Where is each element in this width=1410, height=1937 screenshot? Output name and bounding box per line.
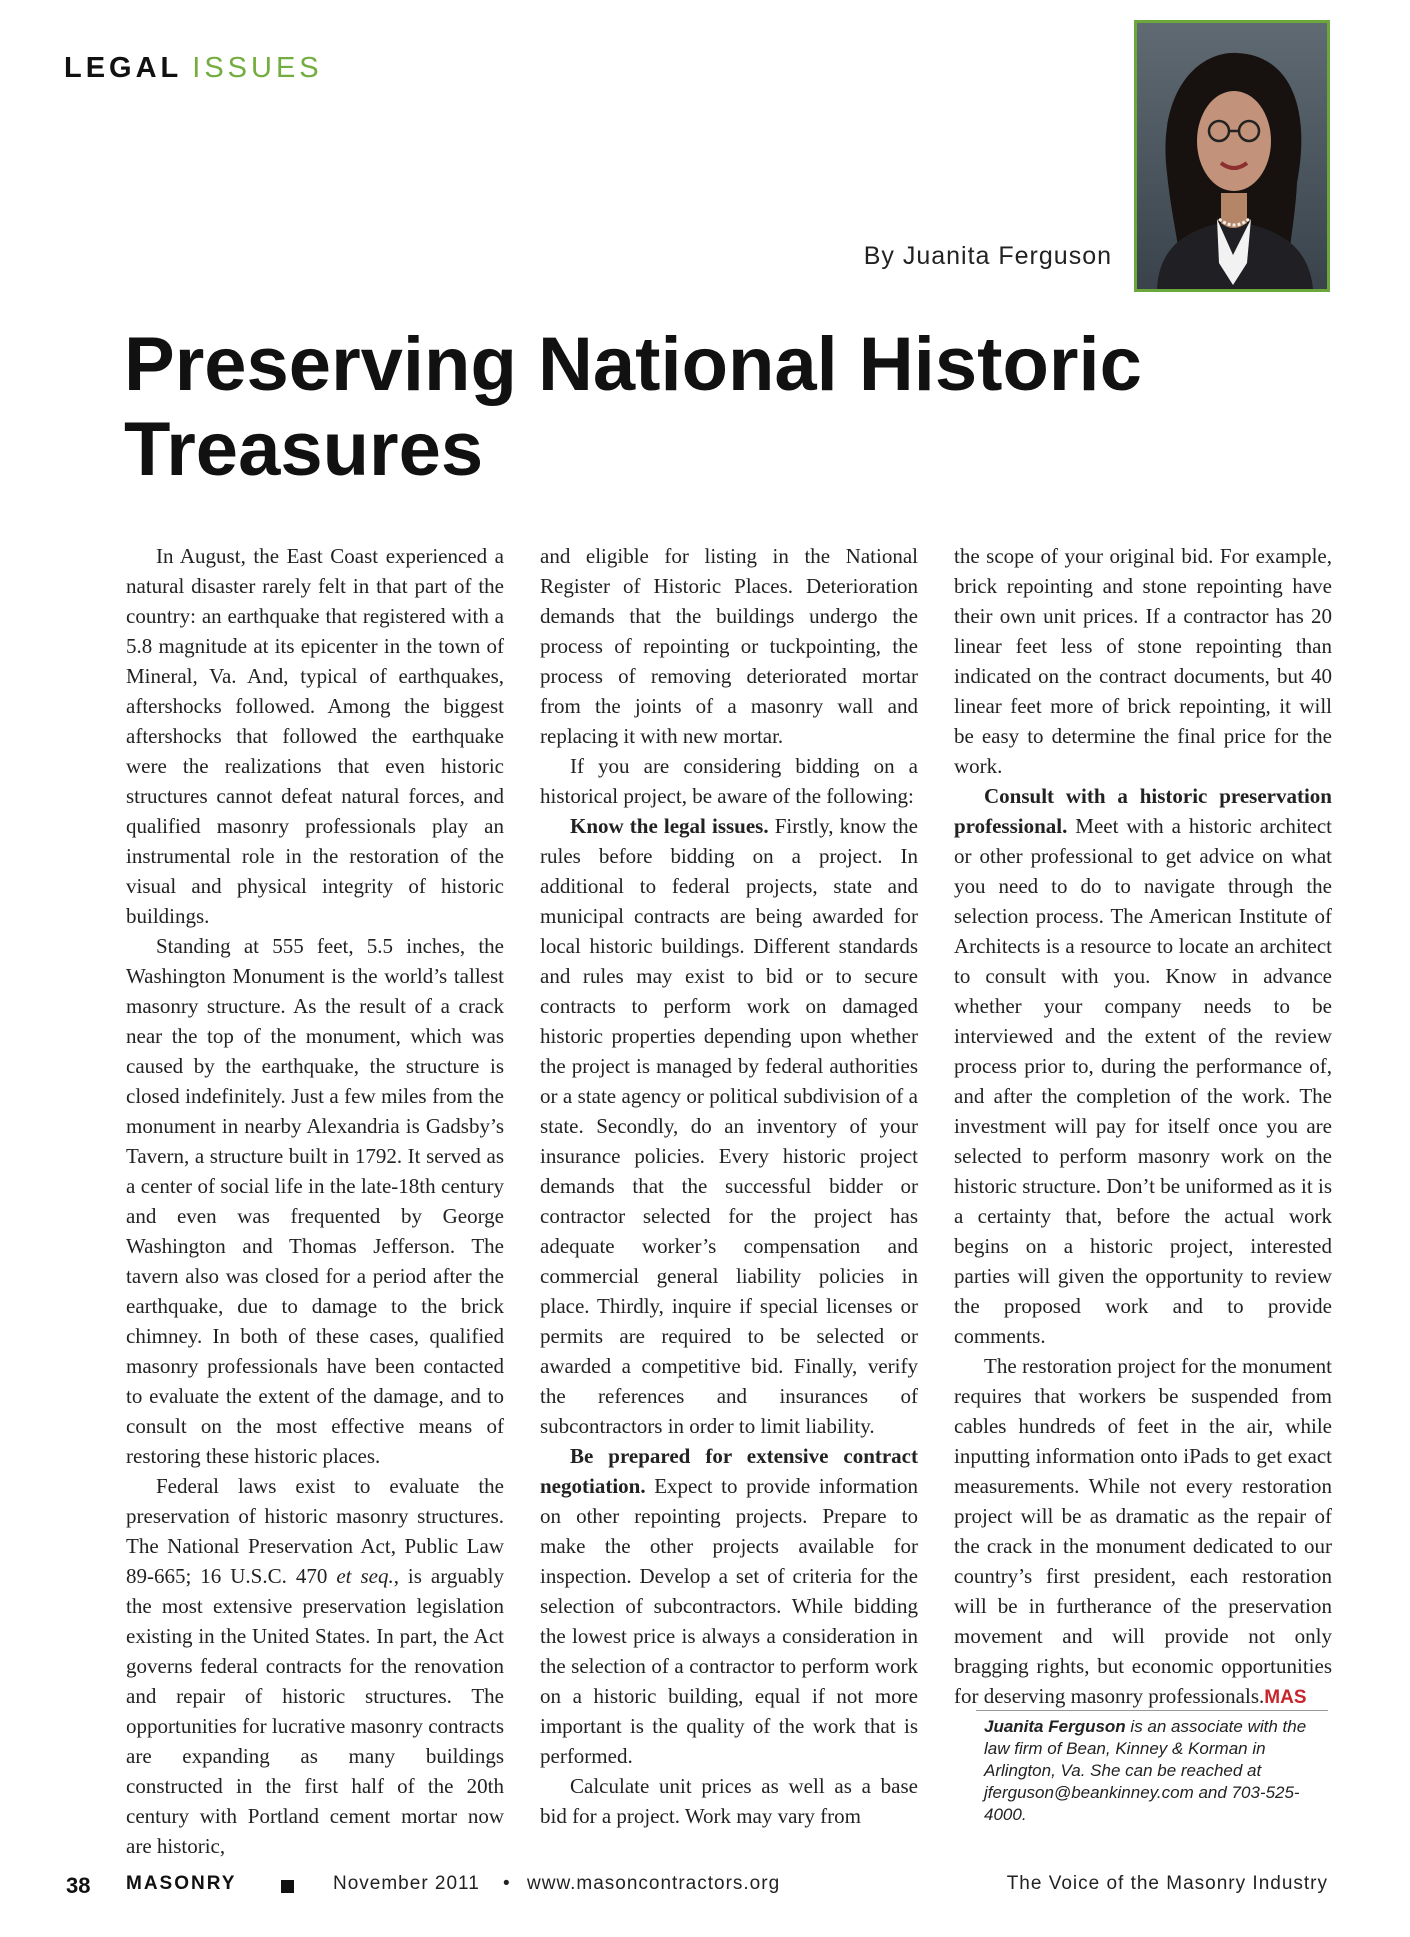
paragraph: Know the legal issues. Firstly, know the rules before bidding on a project. In additional to federal projects, state and municipal contracts are being awarded for local historic buildings. Different standards and rules may exist to bid or to secure contracts to perform work on damaged historic properties depending upon whether the project is managed by federal authorities or a state agency or political subdivision of a state. Secondly, do an inventory of your insurance policies. Every historic project demands that the successful bidder or contractor selected for the project has adequate worker’s compensation and commercial general liability policies in place. Thirdly, inquire if special licenses or permits are required to be selected or awarded a competitive bid. Finally, verify the references and insurances of subcontractors in order to limit liability.: [540, 814, 919, 1438]
paragraph: Be prepared for extensive contract negotiation. Expect to provide information on other repointing projects. Prepare to make the other projects available for inspection. Develop a set of criteria for the selection of subcontractors. While bidding the lowest price is always a consideration in the selection of a contractor to perform work on a historic building, equal if not more important is the quality of the work that is performed.: [540, 1444, 918, 1768]
end-mark: MAS: [1264, 1687, 1307, 1708]
footer-separator: •: [503, 1873, 510, 1894]
section-label-legal: LEGAL: [64, 52, 183, 84]
article-column-2: [540, 541, 918, 1831]
paragraph-lead: Consult with a historic preservation professional.: [954, 784, 1332, 838]
issue-date: November 2011: [333, 1873, 480, 1894]
article-column-3: [954, 541, 1332, 1713]
paragraph: If you are considering bidding on a historical project, be aware of the following:: [540, 754, 918, 808]
paragraph: In August, the East Coast experienced a natural disaster rarely felt in that part of the country: an earthquake that registered with a 5.8 magnitude at its epicenter in the town of Mineral, Va. And, typical of earthquakes, aftershocks followed. Among the biggest aftershocks that followed the earthquake were the realizations that even historic structures cannot defeat natural forces, and qualified masonry professionals play an instrumental role in the restoration of the visual and physical integrity of historic buildings.: [126, 544, 504, 928]
page-number: 38: [66, 1873, 91, 1898]
section-label: [64, 52, 323, 85]
article-title: Preserving National Historic Treasures: [124, 322, 1142, 492]
paragraph: Standing at 555 feet, 5.5 inches, the Washington Monument is the world’s tallest masonry structure. As the result of a crack near the top of the monument, which was caused by the earthquake, the structure is closed indefinitely. Just a few miles from the monument in nearby Alexandria is Gadsby’s Tavern, a structure built in 1792. It served as a center of social life in the late-18th century and even was frequented by George Washington and Thomas Jefferson. The tavern also was closed for a period after the earthquake, due to damage to the brick chimney. In both of these cases, qualified masonry professionals have been contacted to evaluate the extent of the damage, and to consult on the most effective means of restoring these historic places.: [126, 934, 504, 1468]
byline: By Juanita Ferguson: [863, 242, 1112, 270]
tagline: The Voice of the Masonry Industry: [1006, 1873, 1328, 1894]
paragraph: and eligible for listing in the National Register of Historic Places. Deterioration demands that the buildings undergo the process of repointing or tuckpointing, the process of removing deteriorated mortar from the joints of a masonry wall and replacing it with new mortar.: [540, 544, 918, 748]
author-bio-name: Juanita Ferguson: [984, 1717, 1126, 1736]
paragraph: Federal laws exist to evaluate the preservation of historic masonry structures. The National Preservation Act, Public Law 89-665; 16 U.S.C. 470 et seq., is arguably the most extensive preservation legislation existing in the United States. In part, the Act governs federal contracts for the renovation and repair of historic structures. The opportunities for lucrative masonry contracts are expanding as many buildings constructed in the first half of the 20th century with Portland cement mortar now are historic,: [126, 1474, 504, 1858]
author-portrait-illustration: [1137, 23, 1327, 289]
magazine-name: MASONRY: [126, 1873, 237, 1894]
paragraph-lead: Know the legal issues.: [570, 814, 769, 838]
bio-divider: [976, 1710, 1328, 1711]
paragraph: the scope of your original bid. For example, brick repointing and stone repointing have their own unit prices. If a contractor has 20 linear feet less of stone repointing than indicated on the contract documents, but 40 linear feet more of brick repointing, it will be easy to determine the final price for the work.: [954, 544, 1332, 778]
author-bio: Juanita Ferguson is an associate with the law firm of Bean, Kinney & Korman in Arlington, Va. She can be reached at jferguson@beankinney.com and 703-525-4000.: [984, 1717, 1307, 1824]
section-label-issues: ISSUES: [192, 52, 323, 84]
website-link[interactable]: www.masoncontractors.org: [527, 1873, 781, 1894]
paragraph: Calculate unit prices as well as a base bid for a project. Work may vary from: [540, 1774, 918, 1828]
article-column-1: [126, 541, 504, 1861]
paragraph: The restoration project for the monument requires that workers be suspended from cables hundreds of feet in the air, while inputting information onto iPads to get exact measurements. While not every restoration project will be as dramatic as the repair of the crack in the monument dedicated to our country’s first president, each restoration will be in furtherance of the preservation movement and will provide not only bragging rights, but economic opportunities for deserving masonry professionals.MAS: [954, 1354, 1332, 1708]
author-photo: [1134, 20, 1330, 292]
paragraph: Consult with a historic preservation professional. Meet with a historic architect or other professional to get advice on what you need to do to navigate through the selection process. The American Institute of Architects is a resource to locate an architect to consult with you. Know in advance whether your company needs to be interviewed and the extent of the review process prior to, during the performance of, and after the completion of the work. The investment will pay for itself once you are selected to perform masonry work on the historic structure. Don’t be uniformed as it is a certainty that, before the actual work begins on a historic project, interested parties will given the opportunity to review the proposed work and to provide comments.: [954, 784, 1332, 1348]
square-bullet-icon: [281, 1880, 294, 1893]
paragraph-lead: Be prepared for extensive contract negotiation.: [540, 1444, 918, 1498]
